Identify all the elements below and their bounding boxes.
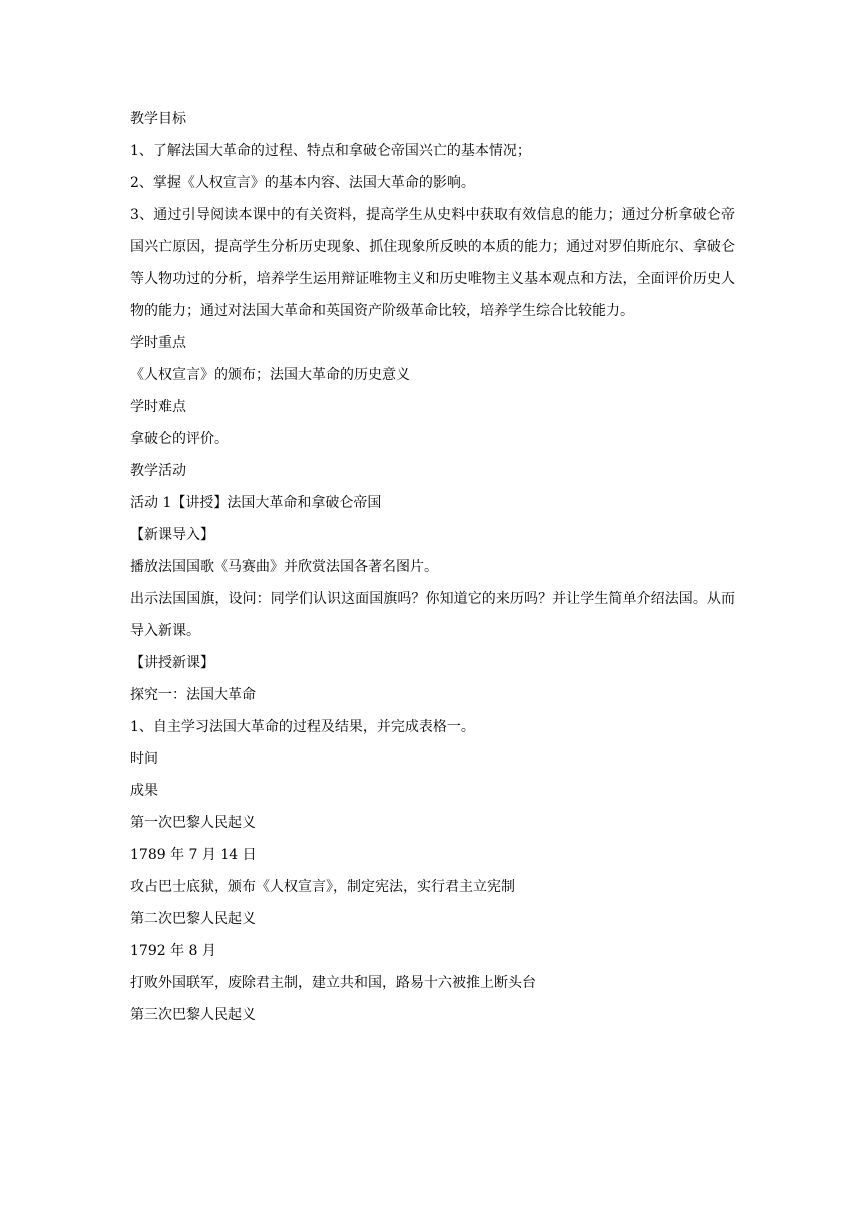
uprising-2-result: 打败外国联军，废除君主制，建立共和国，路易十六被推上断头台 [130, 975, 536, 991]
objective-3: 3、通过引导阅读本课中的有关资料，提高学生从史料中获取有效信息的能力；通过分析拿破仑帝国兴亡原因，提高学生分析历史现象、抓住现象所反映的本质的能力；通过对罗伯斯庇尔、拿破仑等人物功过的分析，培养学生运用辩证唯物主义和历史唯物主义基本观点和方法，全面评价历史人物的能力；通过对法国大革命和英国资产阶级革命比较，培养学生综合比较能力。 [130, 207, 735, 319]
heading-key-points: 学时重点 [130, 335, 186, 351]
table-header-time: 时间 [130, 751, 158, 767]
intro-line-2: 出示法国国旗，设问：同学们认识这面国旗吗？你知道它的来历吗？并让学生简单介绍法国。从而导入新课。 [130, 591, 735, 639]
objective-1: 1、了解法国大革命的过程、特点和拿破仑帝国兴亡的基本情况； [130, 143, 531, 159]
section-lecture: 【讲授新课】 [130, 655, 214, 671]
table-header-result: 成果 [130, 783, 158, 799]
uprising-1-name: 第一次巴黎人民起义 [130, 815, 256, 831]
intro-line-1: 播放法国国歌《马赛曲》并欣赏法国各著名图片。 [130, 559, 438, 575]
task-1: 1、自主学习法国大革命的过程及结果，并完成表格一。 [130, 719, 475, 735]
heading-teaching-activities: 教学活动 [130, 463, 186, 479]
objective-2: 2、掌握《人权宣言》的基本内容、法国大革命的影响。 [130, 175, 475, 191]
difficulties-text: 拿破仑的评价。 [130, 431, 228, 447]
explore-1-heading: 探究一：法国大革命 [130, 687, 256, 703]
uprising-3-name: 第三次巴黎人民起义 [130, 1007, 256, 1023]
uprising-1-date: 1789 年 7 月 14 日 [130, 847, 257, 863]
section-new-lesson-intro: 【新课导入】 [130, 527, 214, 543]
uprising-2-date: 1792 年 8 月 [130, 943, 216, 959]
key-points-text: 《人权宣言》的颁布；法国大革命的历史意义 [130, 367, 410, 383]
uprising-2-name: 第二次巴黎人民起义 [130, 911, 256, 927]
activity-1-title: 活动 1【讲授】法国大革命和拿破仑帝国 [130, 495, 382, 511]
heading-teaching-objectives: 教学目标 [130, 111, 186, 127]
document-body [130, 103, 735, 1031]
uprising-1-result: 攻占巴士底狱，颁布《人权宣言》，制定宪法，实行君主立宪制 [130, 879, 515, 895]
heading-difficulties: 学时难点 [130, 399, 186, 415]
